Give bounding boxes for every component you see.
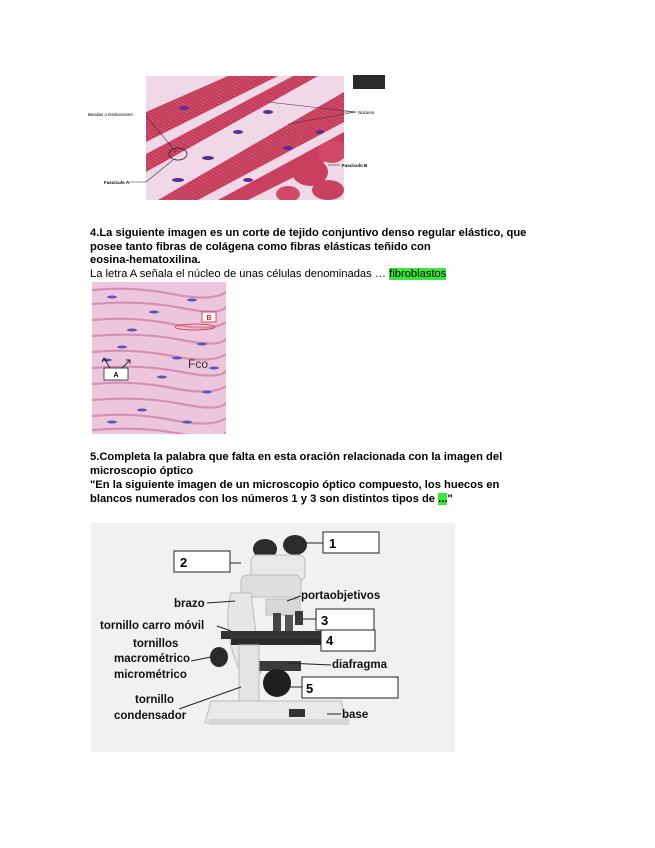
box-5: 5: [306, 681, 314, 696]
label-brazo: brazo: [174, 598, 205, 610]
microscope-figure: [91, 523, 455, 752]
label-fasciculo-a: Fascículo A: [104, 180, 130, 185]
question-5-title-line-2: microscopio óptico: [90, 464, 194, 477]
label-tornillos: tornillos: [133, 638, 179, 650]
label-tornillo: tornillo: [135, 694, 174, 706]
label-a: A: [113, 372, 119, 379]
label-b: B: [206, 315, 212, 322]
muscle-tissue-figure: [88, 72, 400, 204]
question-5-title-line-1: 5.Completa la palabra que falta en esta oración relacionada con la imagen del: [90, 451, 503, 463]
question-4-title-line-1: 4.La siguiente imagen es un corte de tejido conjuntivo denso regular elástico, que: [90, 227, 527, 239]
box-3: 3: [321, 613, 329, 628]
question-5-quote: [90, 479, 570, 506]
question-4-title-line-2: posee tanto fibras de colágena como fibras elásticas teñido con: [90, 240, 431, 253]
quote-highlight: ...: [438, 492, 448, 505]
question-5-quote-line-1: "En la siguiente imagen de un microscopio óptico compuesto, los huecos en: [90, 479, 500, 491]
label-bandas: Bandas o Estriaciones: [88, 112, 133, 117]
redaction-box: [353, 75, 385, 89]
box-2: 2: [180, 555, 188, 570]
label-macrometrico: macrométrico: [114, 653, 191, 665]
answer-highlight: fibroblastos: [389, 268, 447, 280]
connective-tissue-figure: [92, 282, 226, 434]
label-tornillo-carro: tornillo carro móvil: [100, 620, 205, 632]
question-4-title-line-3: eosina-hematoxilina.: [90, 254, 201, 267]
label-nucleos: Núcleos: [358, 110, 375, 115]
question-5-title: [90, 451, 570, 478]
label-portaobjetivos: portaobjetivos: [301, 590, 381, 602]
question-4-answer: [90, 268, 446, 282]
label-micrometrico: micrométrico: [114, 669, 187, 681]
quote-prefix: blancos numerados con los números 1 y 3 son distintos tipos de: [90, 492, 439, 505]
question-4-title: [90, 227, 570, 268]
label-fasciculo-b: Fascículo B: [342, 163, 368, 168]
quote-suffix: ": [447, 492, 453, 505]
label-fco: Fco: [188, 357, 209, 371]
label-condensador: condensador: [114, 710, 187, 722]
box-4: 4: [326, 633, 334, 648]
question-5-quote-line-2: [90, 493, 570, 507]
answer-prefix: La letra A señala el núcleo de unas células denominadas …: [90, 268, 390, 280]
box-1: 1: [329, 536, 337, 551]
label-diafragma: diafragma: [332, 659, 387, 671]
muscle-micrograph: [146, 76, 346, 202]
label-base: base: [342, 709, 369, 721]
